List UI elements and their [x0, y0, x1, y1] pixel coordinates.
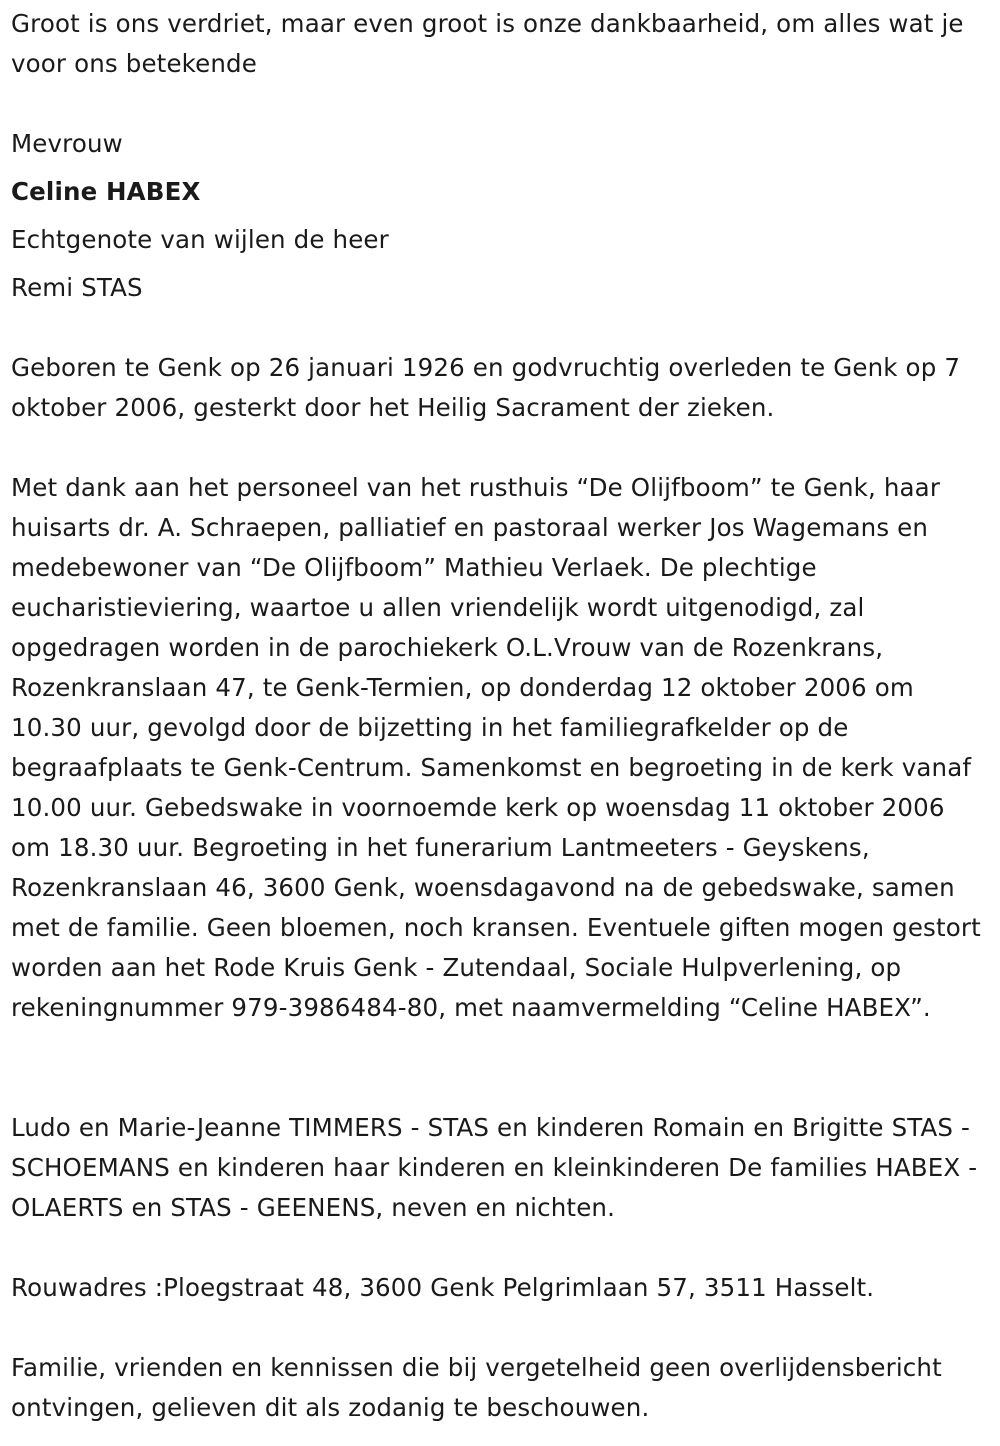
closing-text: Familie, vrienden en kennissen die bij vergetelheid geen overlijdensbericht ontvingen, gelieven dit als zodanig te beschouwen.	[11, 1353, 942, 1422]
birth-death-text: Geboren te Genk op 26 januari 1926 en godvruchtig overleden te Genk op 7 oktober 2006, gesterkt door het Heilig Sacrament der zieken.	[11, 353, 961, 422]
mourning-address: Rouwadres :Ploegstraat 48, 3600 Genk Pelgrimlaan 57, 3511 Hasselt.	[11, 1273, 875, 1302]
spouse-line-2: Remi STAS	[11, 273, 143, 302]
intro-text: Groot is ons verdriet, maar even groot is onze dankbaarheid, om alles wat je voor ons betekende	[11, 9, 964, 78]
spouse-line-1: Echtgenote van wijlen de heer	[11, 225, 389, 254]
deceased-name: Celine HABEX	[11, 177, 201, 206]
ceremony-text: Met dank aan het personeel van het rusthuis “De Olijfboom” te Genk, haar huisarts dr. A. Schraepen, palliatief en pastoraal werker Jos Wagemans en medebewoner van “De Olijfboom” Mathieu Verlaek. De plechtige eucharistieviering, waartoe u allen vriendelijk wordt uitgenodigd, zal opgedragen worden in de parochiekerk O.L.Vrouw van de Rozenkrans, Rozenkranslaan 47, te Genk-Termien, op donderdag 12 oktober 2006 om 10.30 uur, gevolgd door de bijzetting in het familiegrafkelder op de begraafplaats te Genk-Centrum. Samenkomst en begroeting in de kerk vanaf 10.00 uur. Gebedswake in voornoemde kerk op woensdag 11 oktober 2006 om 18.30 uur. Begroeting in het funerarium Lantmeeters - Geyskens, Rozenkranslaan 46, 3600 Genk, woensdagavond na de gebedswake, samen met de familie. Geen bloemen, noch kransen. Eventuele giften mogen gestort worden aan het Rode Kruis Genk - Zutendaal, Sociale Hulpverlening, op rekeningnummer 979-3986484-80, met naamvermelding “Celine HABEX”.	[11, 473, 981, 1022]
salutation: Mevrouw	[11, 129, 123, 158]
family-text: Ludo en Marie-Jeanne TIMMERS - STAS en kinderen Romain en Brigitte STAS - SCHOEMANS en kinderen haar kinderen en kleinkinderen De families HABEX - OLAERTS en STAS - GEENENS, neven en nichten.	[11, 1113, 978, 1222]
